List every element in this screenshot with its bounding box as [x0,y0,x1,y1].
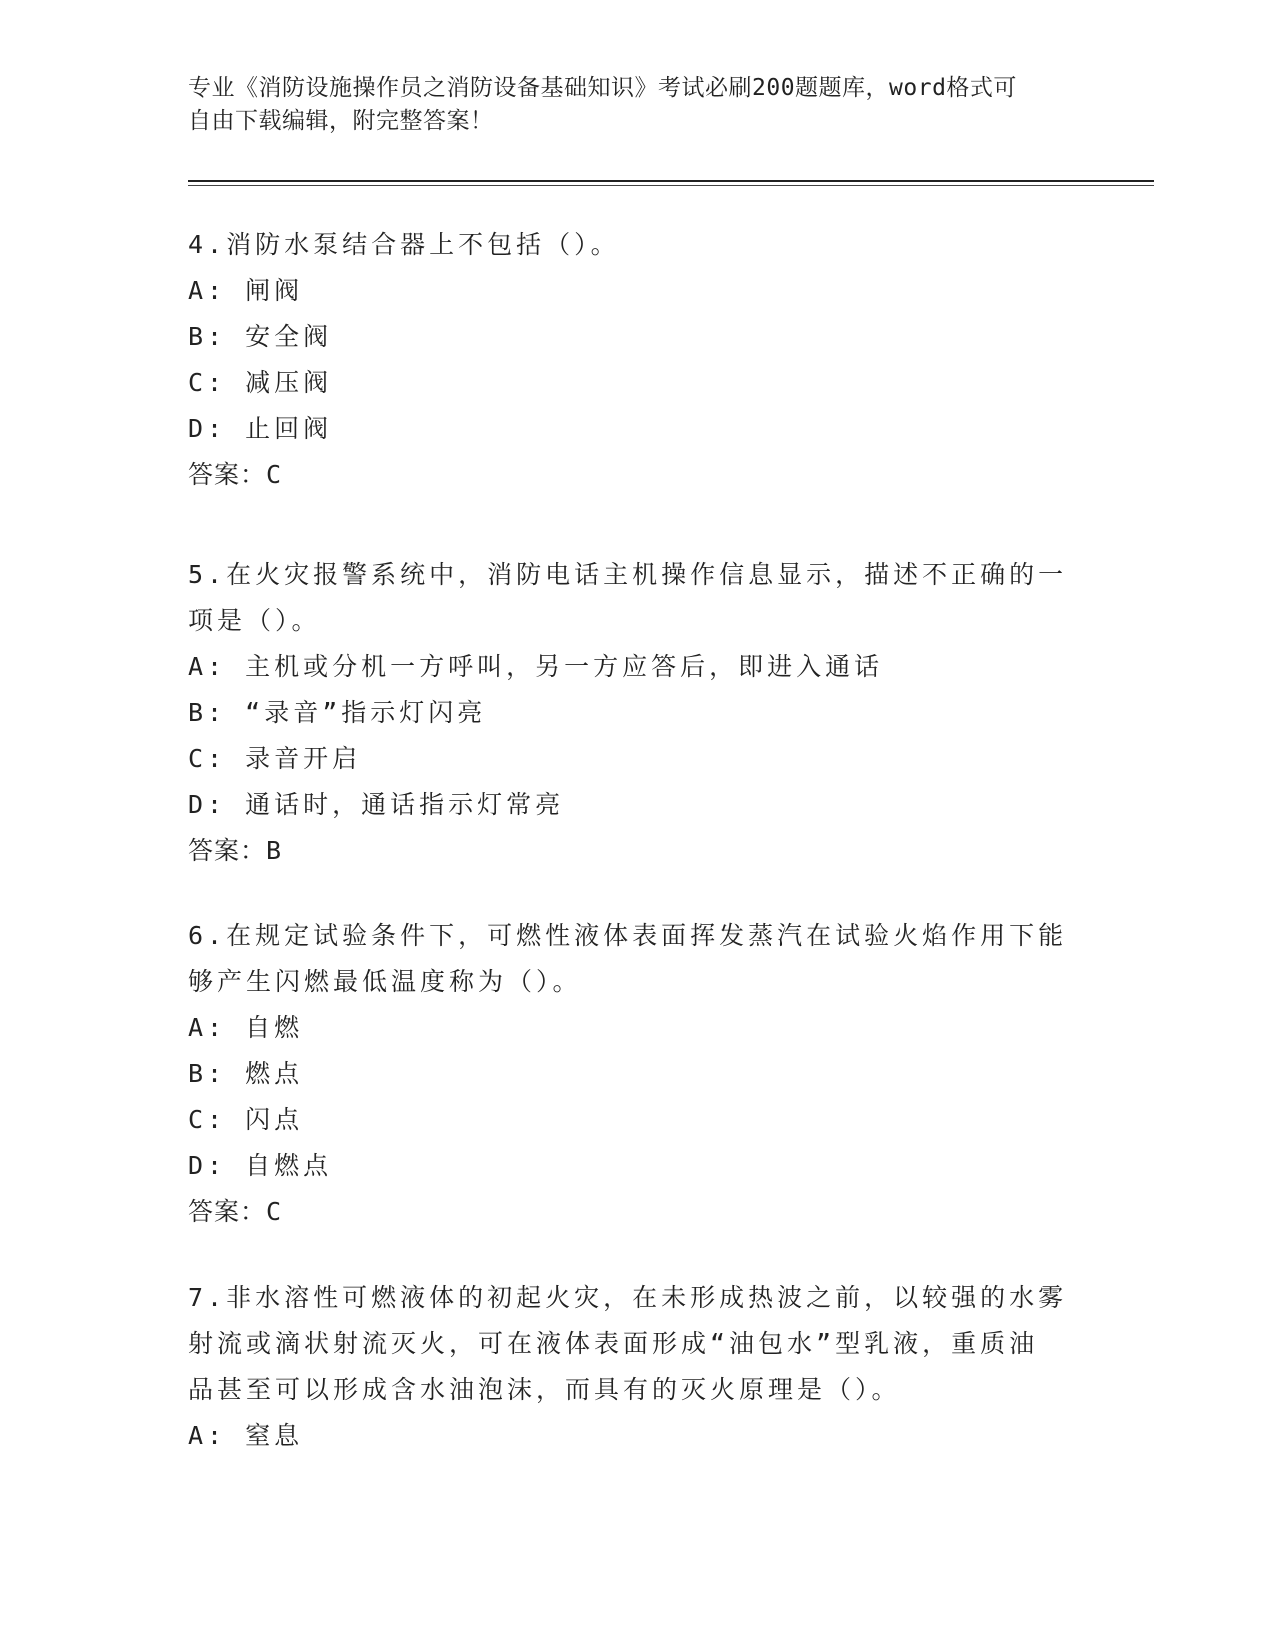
question-5-option-d: D: 通话时，通话指示灯常亮 [188,790,565,819]
question-4 [188,222,1068,498]
question-4-option-c: C: 减压阀 [188,368,333,397]
question-5-option-c: C: 录音开启 [188,744,362,773]
question-4-option-b: B: 安全阀 [188,322,333,351]
question-5-option-b: B: “录音”指示灯闪亮 [188,698,487,727]
header-line-2: 自由下载编辑，附完整答案！ [188,108,494,134]
question-7-stem-line-3: 品甚至可以形成含水油泡沫，而具有的灭火原理是（）。 [188,1375,901,1404]
question-5-option-a: A: 主机或分机一方呼叫，另一方应答后，即进入通话 [188,652,884,681]
question-6-stem-line-1: 6.在规定试验条件下，可燃性液体表面挥发蒸汽在试验火焰作用下能 [188,921,1068,950]
question-7-stem-line-2: 射流或滴状射流灭火，可在液体表面形成“油包水”型乳液，重质油 [188,1329,1039,1358]
question-6-stem-line-2: 够产生闪燃最低温度称为（）。 [188,967,582,996]
question-4-option-d: D: 止回阀 [188,414,333,443]
document-header [188,72,1068,138]
question-7 [188,1275,1068,1459]
question-4-answer: 答案：C [188,460,283,489]
header-divider-thick [188,180,1154,182]
question-5 [188,552,1068,874]
question-5-stem-line-2: 项是（）。 [188,606,321,635]
question-6-answer: 答案：C [188,1197,283,1226]
question-6-option-a: A: 自燃 [188,1013,304,1042]
question-4-stem: 4.消防水泵结合器上不包括（）。 [188,230,620,259]
question-6-option-b: B: 燃点 [188,1059,304,1088]
question-6 [188,913,1068,1235]
question-7-stem-line-1: 7.非水溶性可燃液体的初起火灾，在未形成热波之前，以较强的水雾 [188,1283,1068,1312]
question-5-stem-line-1: 5.在火灾报警系统中，消防电话主机操作信息显示，描述不正确的一 [188,560,1068,589]
header-line-1: 专业《消防设施操作员之消防设备基础知识》考试必刷200题题库，word格式可 [188,75,1017,101]
question-6-option-d: D: 自燃点 [188,1151,333,1180]
question-6-option-c: C: 闪点 [188,1105,304,1134]
question-7-option-a: A: 窒息 [188,1421,304,1450]
question-4-option-a: A: 闸阀 [188,276,304,305]
question-5-answer: 答案：B [188,836,283,865]
header-divider-thin [188,185,1154,186]
